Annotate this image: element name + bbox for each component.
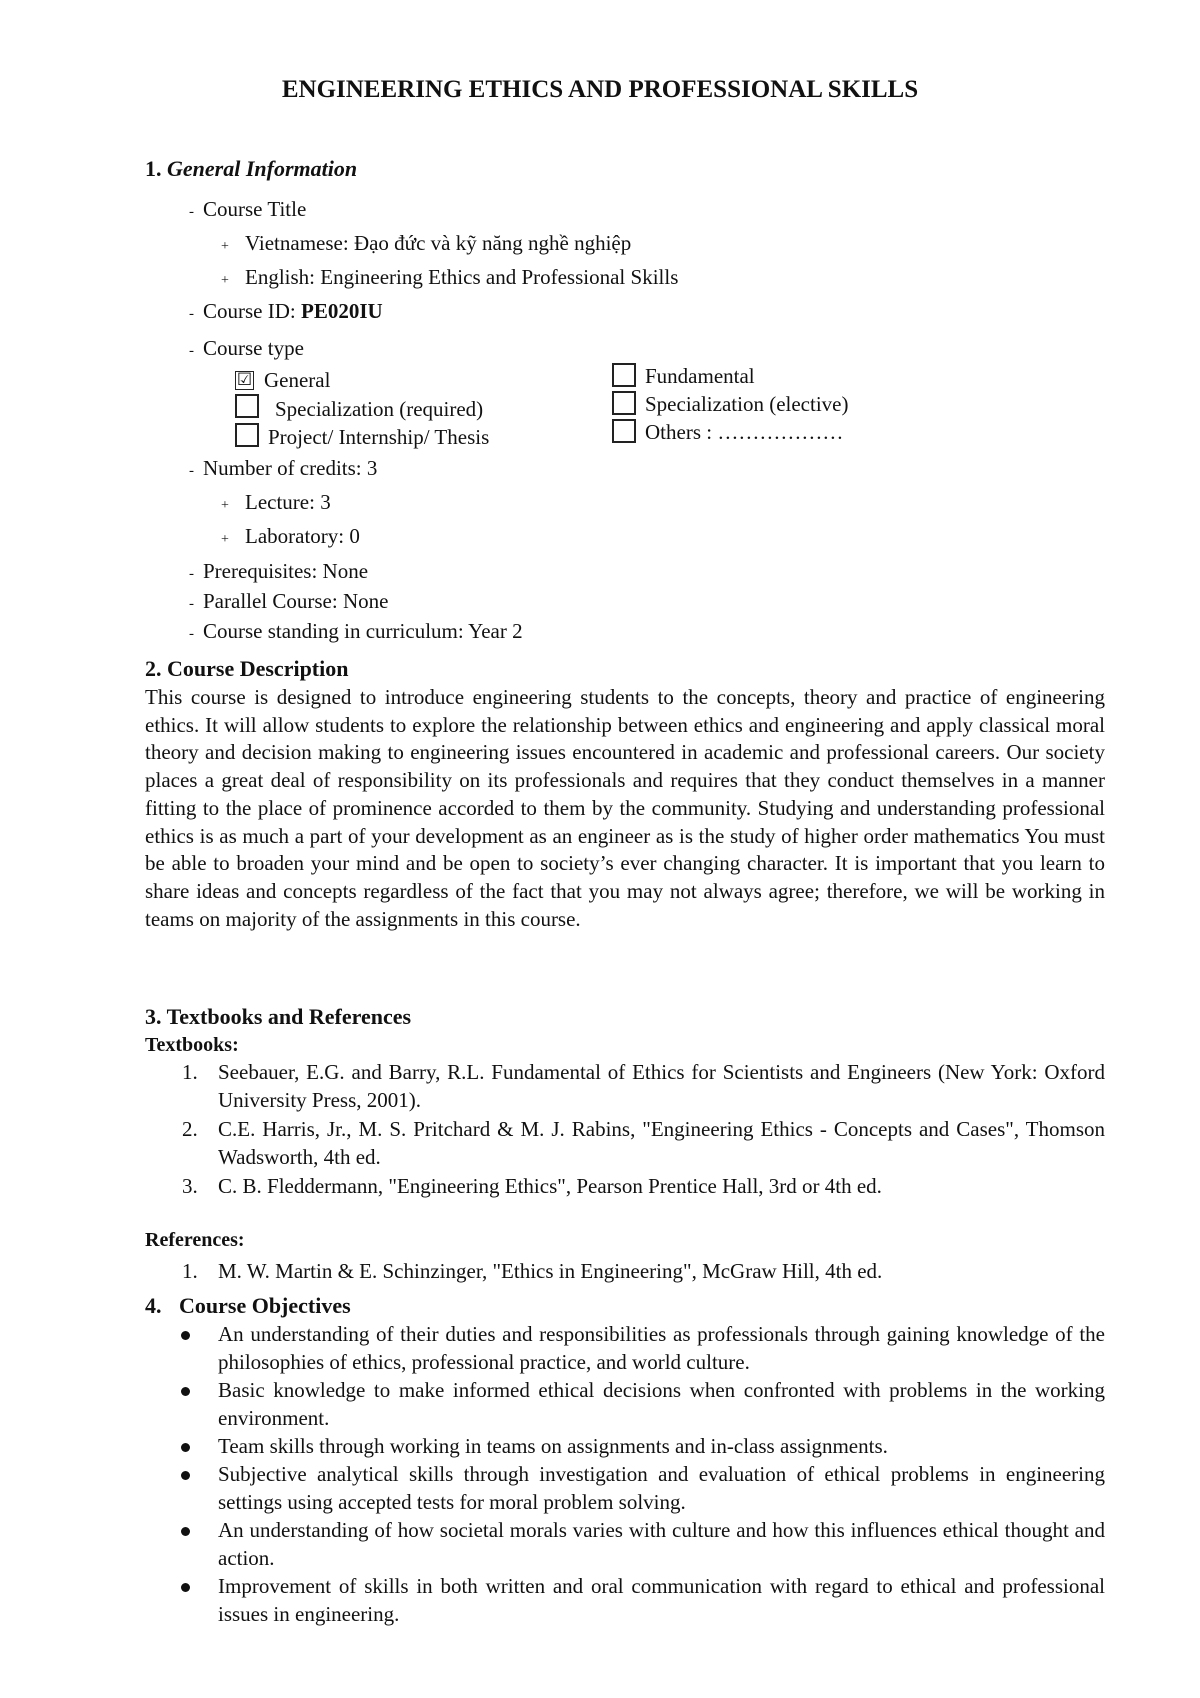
vietnamese-title: Vietnamese: Đạo đức và kỹ năng nghề nghiệp bbox=[245, 231, 632, 255]
bullet-icon bbox=[181, 1387, 190, 1396]
project-checkbox[interactable] bbox=[235, 423, 259, 447]
spec-required-checkbox[interactable] bbox=[235, 394, 259, 418]
objective-item bbox=[145, 1377, 1105, 1432]
lecture-line: + Lecture: 3 bbox=[221, 490, 331, 514]
textbook-text: Seebauer, E.G. and Barry, R.L. Fundamental of Ethics for Scientists and Engineers (New York: Oxford University Press, 2001). bbox=[218, 1060, 1105, 1112]
laboratory-text: Laboratory: 0 bbox=[245, 524, 360, 548]
section-4-title: Course Objectives bbox=[179, 1293, 351, 1318]
objective-text: Improvement of skills in both written and oral communication with regard to ethical and professional issues in engineering. bbox=[218, 1574, 1105, 1626]
objective-item bbox=[145, 1461, 1105, 1516]
references-label: References: bbox=[145, 1229, 245, 1251]
section-4-heading bbox=[145, 1293, 351, 1319]
standing-line: - Course standing in curriculum: Year 2 bbox=[189, 619, 523, 643]
textbook-item bbox=[145, 1059, 1105, 1114]
general-label: General bbox=[264, 368, 331, 392]
credits-text: Number of credits: 3 bbox=[203, 456, 378, 480]
reference-number: 1. bbox=[182, 1259, 198, 1283]
objective-text: Subjective analytical skills through investigation and evaluation of ethical problems in engineering settings using accepted tests for moral problem solving. bbox=[218, 1462, 1105, 1514]
vietnamese-title-line: + Vietnamese: Đạo đức và kỹ năng nghề nghiệp bbox=[221, 231, 632, 255]
parallel-course-text: Parallel Course: None bbox=[203, 589, 389, 613]
reference-text: M. W. Martin & E. Schinzinger, "Ethics in Engineering", McGraw Hill, 4th ed. bbox=[218, 1259, 883, 1283]
bullet-icon bbox=[181, 1583, 190, 1592]
objective-item bbox=[145, 1321, 1105, 1376]
objective-text: Team skills through working in teams on assignments and in-class assignments. bbox=[218, 1434, 888, 1458]
parallel-course-line: - Parallel Course: None bbox=[189, 589, 389, 613]
section-3-heading: 3. Textbooks and References bbox=[145, 1004, 412, 1029]
course-type-label-line: - Course type bbox=[189, 336, 304, 360]
general-checkbox[interactable]: ☑ bbox=[236, 370, 253, 389]
english-title-line: + English: Engineering Ethics and Professional Skills bbox=[221, 265, 679, 289]
section-1-title: General Information bbox=[167, 156, 358, 181]
laboratory-line: + Laboratory: 0 bbox=[221, 524, 360, 548]
project-label: Project/ Internship/ Thesis bbox=[268, 425, 490, 449]
others-label: Others : ……………… bbox=[645, 420, 844, 444]
fundamental-label: Fundamental bbox=[645, 364, 755, 388]
bullet-icon bbox=[181, 1331, 190, 1340]
spec-elective-label: Specialization (elective) bbox=[645, 392, 849, 416]
textbook-number: 3. bbox=[182, 1174, 198, 1198]
objective-item bbox=[145, 1433, 1105, 1461]
reference-item bbox=[145, 1258, 1105, 1286]
objective-text: Basic knowledge to make informed ethical decisions when confronted with problems in the working environment. bbox=[218, 1378, 1105, 1430]
section-2-heading: 2. Course Description bbox=[145, 656, 349, 681]
spec-required-label: Specialization (required) bbox=[275, 397, 484, 421]
objective-item bbox=[145, 1517, 1105, 1572]
objective-text: An understanding of their duties and responsibilities as professionals through gaining knowledge of the philosophies of ethics, professional practice, and world culture. bbox=[218, 1322, 1105, 1374]
section-4-number: 4. bbox=[145, 1293, 162, 1318]
credits-line: - Number of credits: 3 bbox=[189, 456, 378, 480]
objective-text: An understanding of how societal morals varies with culture and how this influences ethical thought and action. bbox=[218, 1518, 1105, 1570]
textbook-item bbox=[145, 1116, 1105, 1171]
textbook-text: C.E. Harris, Jr., M. S. Pritchard & M. J. Rabins, "Engineering Ethics - Concepts and Cases", Thomson Wadsworth, 4th ed. bbox=[218, 1117, 1105, 1169]
bullet-icon bbox=[181, 1471, 190, 1480]
course-title-label-line: - Course Title bbox=[189, 197, 307, 221]
course-title-label: Course Title bbox=[203, 197, 307, 221]
textbook-text: C. B. Fleddermann, "Engineering Ethics", Pearson Prentice Hall, 3rd or 4th ed. bbox=[218, 1174, 882, 1198]
textbooks-label: Textbooks: bbox=[145, 1034, 239, 1056]
lecture-text: Lecture: 3 bbox=[245, 490, 331, 514]
fundamental-checkbox[interactable] bbox=[612, 363, 636, 387]
prerequisites-line: - Prerequisites: None bbox=[189, 559, 369, 583]
objective-item bbox=[145, 1573, 1105, 1628]
textbook-item bbox=[145, 1173, 1105, 1201]
course-id-value: PE020IU bbox=[301, 299, 383, 323]
course-description: This course is designed to introduce engineering students to the concepts, theory and practice of engineering ethics. It will allow students to explore the relationship between ethics and engineering and apply classical moral theory and decision making to engineering issues encountered in academic and professional careers. Our society places a great deal of responsibility on its professionals and requires that they conduct themselves in a manner fitting to the place of prominence accorded to them by the community. Studying and understanding professional ethics is as much a part of your development as an engineer as is the study of higher order mathematics You must be able to broaden your mind and be open to society’s ever changing character. It is important that you learn to share ideas and concepts regardless of the fact that you may not always agree; therefore, we will be working in teams on majority of the assignments in this course. bbox=[145, 685, 1105, 931]
section-1-heading bbox=[145, 156, 357, 182]
prerequisites-text: Prerequisites: None bbox=[203, 559, 369, 583]
spec-elective-checkbox[interactable] bbox=[612, 391, 636, 415]
standing-text: Course standing in curriculum: Year 2 bbox=[203, 619, 523, 643]
course-type-label: Course type bbox=[203, 336, 304, 360]
bullet-icon bbox=[181, 1527, 190, 1536]
english-title: English: Engineering Ethics and Professional Skills bbox=[245, 265, 679, 289]
document-title: ENGINEERING ETHICS AND PROFESSIONAL SKILLS bbox=[281, 76, 919, 103]
course-id-line: - Course ID: PE020IU bbox=[189, 299, 383, 323]
others-checkbox[interactable] bbox=[612, 419, 636, 443]
section-1-number: 1. bbox=[145, 156, 162, 181]
textbook-number: 2. bbox=[182, 1117, 198, 1141]
textbook-number: 1. bbox=[182, 1060, 198, 1084]
course-id-label: Course ID: bbox=[203, 299, 301, 323]
bullet-icon bbox=[181, 1443, 190, 1452]
